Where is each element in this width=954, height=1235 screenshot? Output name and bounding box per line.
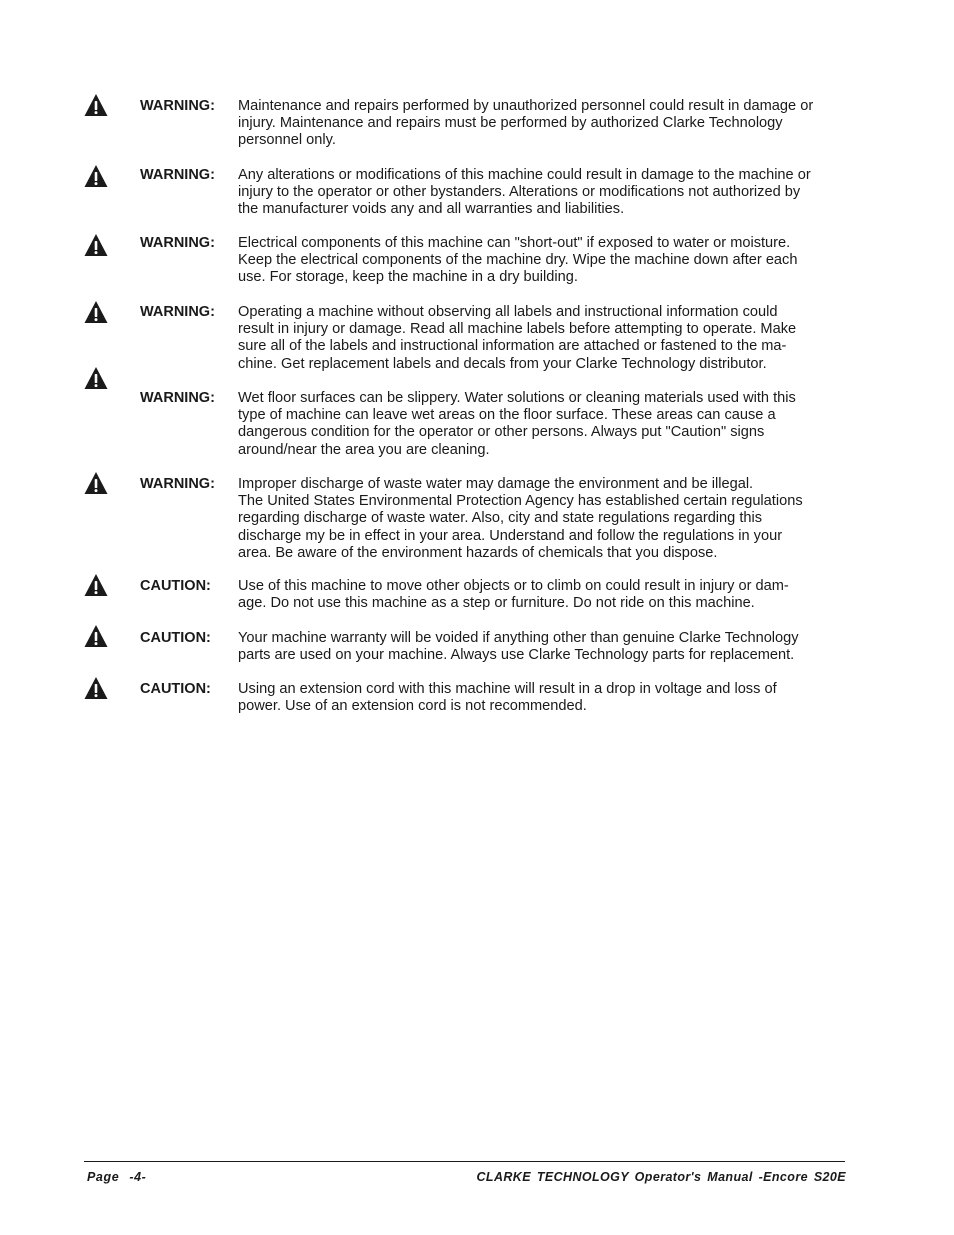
warning-triangle-icon [84,366,108,390]
warning-triangle-icon [84,676,108,700]
warning-text-line: injury. Maintenance and repairs must be performed by authorized Clarke Technology [238,115,783,132]
warning-text-line: The United States Environmental Protection Agency has established certain regulations [238,493,803,510]
warning-label: WARNING: [140,235,215,251]
warning-triangle-icon [84,300,108,324]
warning-text [238,98,848,150]
warning-text-line: power. Use of an extension cord is not recommended. [238,698,587,715]
warning-label: WARNING: [140,304,215,320]
warning-triangle-icon [84,164,108,188]
warning-text-line: type of machine can leave wet areas on the floor surface. These areas can cause a [238,407,776,424]
warning-label: CAUTION: [140,630,211,646]
warning-label: CAUTION: [140,681,211,697]
warning-text-line: chine. Get replacement labels and decals from your Clarke Technology distributor. [238,355,767,372]
warning-text [238,578,848,612]
warning-text [238,681,848,715]
warning-label: WARNING: [140,390,215,406]
warning-text-line: result in injury or damage. Read all machine labels before attempting to operate. Make [238,321,797,338]
warning-text-line: Wet floor surfaces can be slippery. Water solutions or cleaning materials used with this [238,390,796,406]
warning-text-line: Your machine warranty will be voided if anything other than genuine Clarke Technology [238,630,799,646]
page-number: Page -4- [87,1170,147,1184]
warning-text-line: discharge my be in effect in your area. Understand and follow the regulations in your [238,527,783,544]
warning-text-line: Using an extension cord with this machine will result in a drop in voltage and loss of [238,681,777,697]
warning-text-line: area. Be aware of the environment hazards of chemicals that you dispose. [238,544,718,561]
warning-text [238,630,848,664]
warning-triangle-icon [84,573,108,597]
warning-text-line: around/near the area you are cleaning. [238,441,490,458]
warning-text [238,167,848,219]
manual-title: CLARKE TECHNOLOGY Operator's Manual -Encore S20E [476,1170,846,1184]
warning-label: WARNING: [140,476,215,492]
warning-text-line: Keep the electrical components of the machine dry. Wipe the machine down after each [238,252,798,269]
warning-text [238,390,848,459]
warning-text-line: age. Do not use this machine as a step or furniture. Do not ride on this machine. [238,595,755,612]
warning-text [238,235,848,287]
warning-triangle-icon [84,93,108,117]
footer-divider [84,1161,845,1162]
warning-text-line: personnel only. [238,132,336,149]
warning-triangle-icon [84,624,108,648]
warning-text-line: sure all of the labels and instructional information are attached or fastened to the ma- [238,338,787,355]
warning-text-line: Operating a machine without observing all labels and instructional information could [238,304,778,320]
warning-label: CAUTION: [140,578,211,594]
warning-text-line: injury to the operator or other bystanders. Alterations or modifications not authorized by [238,184,801,201]
warning-triangle-icon [84,233,108,257]
warning-text-line: Any alterations or modifications of this machine could result in damage to the machine or [238,167,811,183]
warning-text-line: Improper discharge of waste water may damage the environment and be illegal. [238,476,754,492]
warning-text [238,476,848,562]
warning-text-line: Electrical components of this machine can "short-out" if exposed to water or moisture. [238,235,791,251]
warning-triangle-icon [84,471,108,495]
warning-label: WARNING: [140,167,215,183]
warning-text-line: the manufacturer voids any and all warranties and liabilities. [238,201,625,218]
warning-text-line: Use of this machine to move other objects or to climb on could result in injury or dam- [238,578,789,594]
warning-text-line: Maintenance and repairs performed by unauthorized personnel could result in damage or [238,98,814,114]
warning-text [238,304,848,373]
warning-text-line: regarding discharge of waste water. Also, city and state regulations regarding this [238,510,763,527]
warning-text-line: dangerous condition for the operator or other persons. Always put "Caution" signs [238,424,765,441]
warning-label: WARNING: [140,98,215,114]
warning-text-line: use. For storage, keep the machine in a dry building. [238,269,578,286]
warning-text-line: parts are used on your machine. Always use Clarke Technology parts for replacement. [238,647,795,664]
